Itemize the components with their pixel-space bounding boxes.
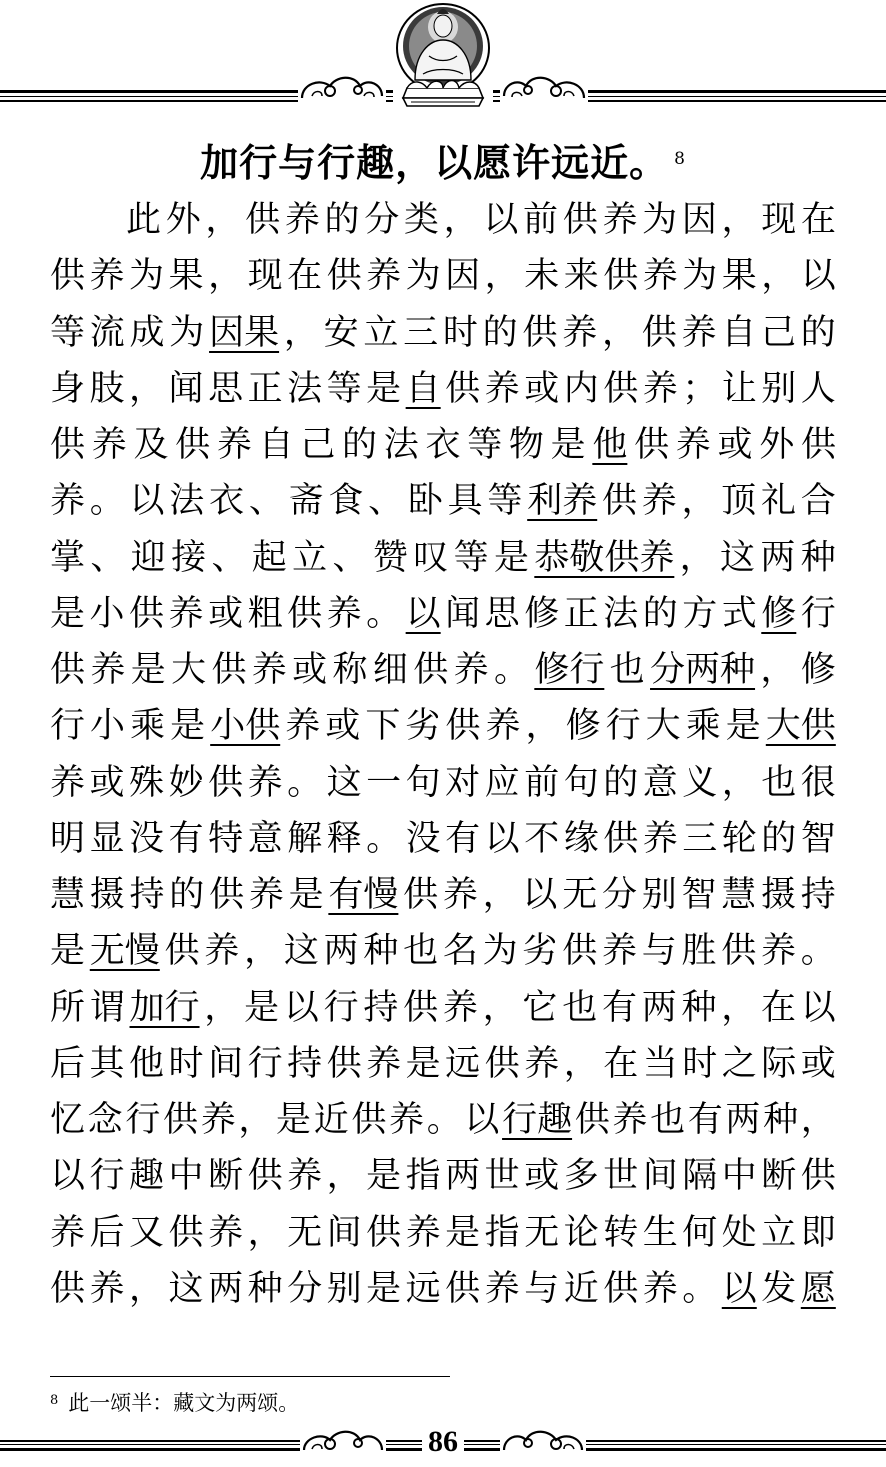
body-line: 养 或 殊 妙 供 养 。 这 一 句 对 应 前 句 的 意 义 ， 也 很	[50, 762, 836, 803]
body-line: 后 其 他 时 间 行 持 供 养 是 远 供 养 ， 在 当 时 之 际 或	[50, 1043, 836, 1084]
verse-title	[0, 138, 886, 188]
underlined-term: 加行	[129, 987, 200, 1028]
body-line: 等 流 成 为 因果 ， 安 立 三 时 的 供 养 ， 供 养 自 己 的	[50, 305, 836, 361]
body-line: 慧 摄 持 的 供 养 是 有慢 供 养 ， 以 无 分 别 智 慧 摄 持	[50, 867, 836, 923]
body-line: 忆 念 行 供 养 ， 是 近 供 养 。 以 行趣 供 养 也 有 两 种 ，	[50, 1092, 836, 1148]
underlined-term: 以	[405, 593, 441, 634]
underlined-term: 无慢	[89, 931, 160, 972]
body-line: 供 养 是 大 供 养 或 称 细 供 养 。 修行 也 分两种 ， 修	[50, 642, 836, 698]
underlined-term: 他	[592, 425, 628, 465]
underlined-term: 愿	[800, 1268, 836, 1309]
buddha-figure-icon	[393, 2, 493, 110]
underlined-term: 有慢	[328, 875, 399, 915]
page-number-text: 86	[422, 1425, 464, 1458]
footnote	[50, 1388, 299, 1418]
underlined-term: 以	[721, 1268, 757, 1309]
underlined-term: 大供	[765, 706, 836, 747]
underlined-term: 小供	[210, 706, 281, 747]
underlined-term: 行趣	[502, 1100, 573, 1140]
underlined-term: 自	[405, 368, 441, 409]
body-line: 养 。 以 法 衣 、 斋 食 、 卧 具 等 利养 供 养 ， 顶 礼 合	[50, 473, 836, 529]
body-line: 供 养 ， 这 两 种 分 别 是 远 供 养 与 近 供 养 。 以 发 愿	[50, 1261, 836, 1317]
cloud-swirl-icon	[298, 70, 386, 104]
body-line: 行 小 乘 是 小供 养 或 下 劣 供 养 ， 修 行 大 乘 是 大供	[50, 698, 836, 754]
commentary-body	[50, 192, 836, 1317]
underlined-term: 分两种	[650, 650, 756, 690]
underlined-term: 因果	[209, 312, 280, 353]
footnote-divider	[50, 1376, 450, 1377]
body-line: 明 显 没 有 特 意 解 释 。 没 有 以 不 缘 供 养 三 轮 的 智	[50, 818, 836, 859]
body-line: 是 无慢 供 养 ， 这 两 种 也 名 为 劣 供 养 与 胜 供 养 。	[50, 923, 836, 979]
underlined-term: 恭敬供养	[534, 537, 675, 578]
footnote-ref: 8	[674, 149, 686, 169]
body-line: 以 行 趣 中 断 供 养 ， 是 指 两 世 或 多 世 间 隔 中 断 供	[50, 1156, 836, 1197]
body-line: 是 小 供 养 或 粗 供 养 。 以 闻 思 修 正 法 的 方 式 修 行	[50, 586, 836, 642]
body-line: 掌 、 迎 接 、 起 立 、 赞 叹 等 是 恭敬供养 ， 这 两 种	[50, 530, 836, 586]
underlined-term: 利养	[527, 481, 598, 522]
body-line: 身 肢 ， 闻 思 正 法 等 是 自 供 养 或 内 供 养 ； 让 别 人	[50, 361, 836, 417]
page-number	[0, 1422, 886, 1462]
body-line: 供 养 为 果 ， 现 在 供 养 为 因 ， 未 来 供 养 为 果 ， 以	[50, 256, 836, 297]
footnote-mark: 8	[50, 1393, 59, 1408]
underlined-term: 修	[761, 593, 797, 634]
body-line: 所 谓 加行 ， 是 以 行 持 供 养 ， 它 也 有 两 种 ， 在 以	[50, 980, 836, 1036]
underlined-term: 修行	[534, 650, 605, 690]
cloud-swirl-icon	[500, 70, 588, 104]
body-line: 此 外 ， 供 养 的 分 类 ， 以 前 供 养 为 因 ， 现 在	[126, 200, 836, 240]
body-line: 养 后 又 供 养 ， 无 间 供 养 是 指 无 论 转 生 何 处 立 即	[50, 1212, 836, 1253]
verse-title-text: 加行与行趣，以愿许远近。	[200, 140, 669, 185]
body-line: 供 养 及 供 养 自 己 的 法 衣 等 物 是 他 供 养 或 外 供	[50, 417, 836, 473]
footnote-text: 此一颂半：藏文为两颂。	[68, 1391, 300, 1415]
